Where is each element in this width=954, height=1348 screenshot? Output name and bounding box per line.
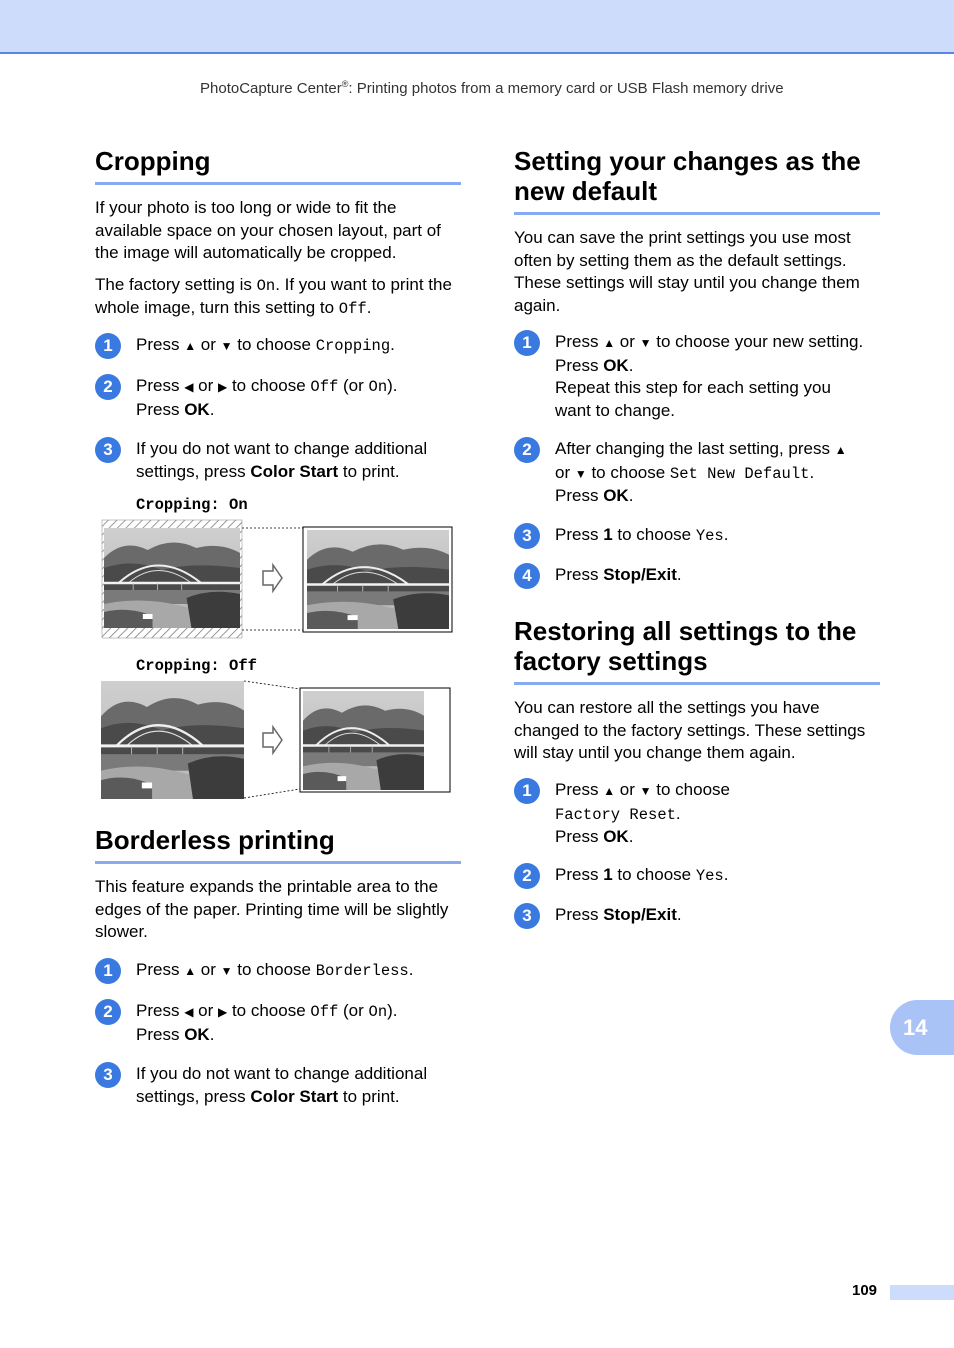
step-number-badge: 2	[95, 999, 121, 1025]
section-title: Borderless printing	[95, 825, 335, 855]
step-number-badge: 4	[514, 563, 540, 589]
step-number-badge: 3	[514, 903, 540, 929]
left-arrow-icon: ◀	[184, 1005, 194, 1019]
step-number-badge: 3	[95, 437, 121, 463]
running-header: PhotoCapture Center®: Printing photos from a memory card or USB Flash memory drive	[200, 79, 784, 97]
step-number-badge: 1	[514, 778, 540, 804]
section-title: Setting your changes as the new default	[514, 146, 861, 206]
step-number-badge: 2	[514, 437, 540, 463]
section-rule	[95, 861, 461, 864]
paragraph: You can save the print settings you use most often by setting them as the default settings. These settings will stay until you change them again.	[514, 228, 860, 315]
paragraph: If your photo is too long or wide to fit the available space on your chosen layout, part of the image will automatically be cropped.	[95, 198, 441, 262]
borderless-section	[95, 825, 461, 944]
figure-caption: Cropping: Off	[136, 657, 257, 675]
figure-caption: Cropping: On	[136, 496, 248, 514]
right-arrow-icon	[263, 727, 282, 753]
up-arrow-icon: ▲	[603, 784, 616, 798]
restore-section	[514, 616, 880, 765]
right-arrow-icon	[263, 565, 282, 591]
step-number-badge: 1	[95, 333, 121, 359]
new-default-section	[514, 146, 880, 317]
up-arrow-icon: ▲	[184, 339, 197, 353]
up-arrow-icon: ▲	[603, 336, 616, 350]
down-arrow-icon: ▼	[639, 336, 652, 350]
section-title: Restoring all settings to the factory settings	[514, 616, 857, 676]
step-number-badge: 1	[95, 958, 121, 984]
up-arrow-icon: ▲	[834, 443, 847, 457]
chapter-tab: 14	[890, 1000, 954, 1055]
page-number: 109	[852, 1282, 878, 1299]
right-arrow-icon: ▶	[217, 380, 228, 394]
section-rule	[514, 212, 880, 215]
up-arrow-icon: ▲	[184, 964, 197, 978]
paragraph: You can restore all the settings you have changed to the factory settings. These settings will stay until you change them again.	[514, 698, 866, 762]
step-number-badge: 2	[514, 863, 540, 889]
step-number-badge: 3	[514, 523, 540, 549]
step-number-badge: 3	[95, 1062, 121, 1088]
down-arrow-icon: ▼	[574, 466, 587, 481]
right-arrow-icon: ▶	[217, 1005, 228, 1019]
section-rule	[514, 682, 880, 685]
paragraph: The factory setting is On. If you want to print the whole image, turn this setting to Off.	[95, 274, 452, 318]
left-arrow-icon: ◀	[184, 380, 194, 394]
down-arrow-icon: ▼	[220, 964, 233, 978]
step-number-badge: 2	[95, 374, 121, 400]
footer-band	[890, 1285, 954, 1300]
step-number-badge: 1	[514, 330, 540, 356]
paragraph: This feature expands the printable area to the edges of the paper. Printing time will be slightly slower.	[95, 877, 449, 941]
down-arrow-icon: ▼	[639, 784, 652, 798]
section-title: Cropping	[95, 146, 211, 176]
down-arrow-icon: ▼	[220, 339, 233, 353]
